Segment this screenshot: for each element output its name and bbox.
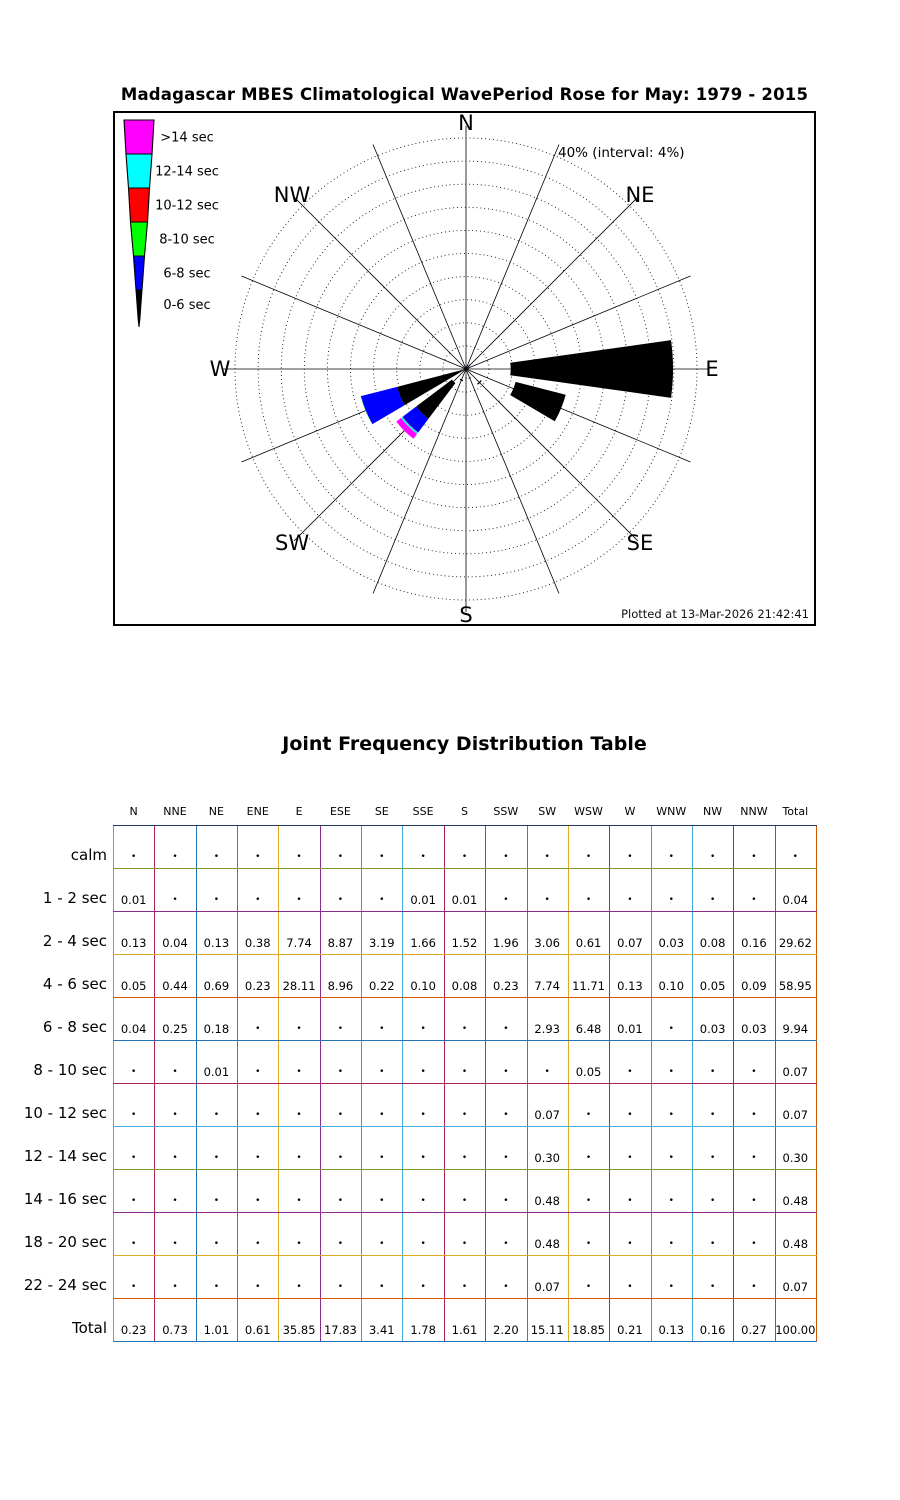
grid-line-h: [113, 997, 817, 998]
table-cell: •: [668, 1239, 674, 1249]
table-cell: 11.71: [572, 979, 606, 993]
table-cell: •: [751, 1239, 757, 1249]
table-cell: •: [296, 1196, 302, 1206]
column-header: SW: [538, 805, 557, 818]
table-cell: •: [337, 1024, 344, 1034]
table-cell: 0.61: [244, 1323, 271, 1337]
table-cell: •: [379, 1110, 385, 1120]
table-cell: 0.48: [534, 1194, 560, 1208]
table-cell: •: [296, 1110, 302, 1120]
table-cell: 0.13: [617, 979, 643, 993]
table-cell: •: [503, 1067, 509, 1077]
table-cell: 1.66: [410, 936, 436, 950]
table-cell: 0.01: [617, 1022, 643, 1036]
table-cell: •: [627, 852, 633, 862]
table-cell: 0.09: [741, 979, 767, 993]
table-cell: 0.48: [782, 1194, 809, 1208]
table-cell: •: [255, 852, 261, 862]
table-cell: •: [379, 1153, 385, 1163]
table-cell: •: [585, 852, 592, 862]
compass-label: NW: [273, 183, 311, 208]
table-cell: •: [503, 1282, 509, 1292]
table-cell: 6.48: [575, 1022, 602, 1036]
table-cell: •: [503, 1196, 509, 1206]
column-header: NNE: [163, 805, 187, 818]
table-cell: •: [131, 1067, 137, 1077]
column-header: ENE: [246, 805, 269, 818]
table-cell: 1.61: [451, 1323, 478, 1337]
table-cell: •: [296, 1067, 302, 1077]
table-cell: •: [668, 1196, 674, 1206]
table-cell: •: [172, 1153, 178, 1163]
grid-line-h: [113, 825, 817, 826]
column-header: S: [460, 805, 468, 818]
table-title: Joint Frequency Distribution Table: [282, 733, 647, 755]
column-header: NNW: [740, 805, 768, 818]
table-cell: •: [792, 852, 798, 862]
table-cell: •: [461, 1196, 468, 1206]
table-cell: •: [503, 895, 509, 905]
table-cell: 0.04: [120, 1022, 147, 1036]
table-cell: •: [751, 1153, 757, 1163]
table-cell: 0.27: [741, 1323, 767, 1337]
column-header: WSW: [574, 805, 603, 818]
table-cell: •: [255, 1153, 261, 1163]
compass-label: W: [209, 357, 231, 381]
table-cell: 0.05: [699, 979, 726, 993]
table-cell: 0.07: [782, 1108, 809, 1122]
compass-label: N: [458, 113, 474, 135]
table-cell: 0.07: [534, 1280, 560, 1294]
table-cell: •: [255, 1110, 261, 1120]
table-cell: •: [296, 1282, 302, 1292]
table-cell: •: [296, 852, 302, 862]
table-cell: •: [420, 1153, 426, 1163]
table-cell: 7.74: [286, 936, 312, 950]
table-cell: •: [337, 852, 344, 862]
table-cell: •: [709, 852, 716, 862]
grid-line-h: [113, 911, 817, 912]
table-cell: 9.94: [782, 1022, 809, 1036]
table-cell: •: [213, 1196, 220, 1206]
rose-title: Madagascar MBES Climatological WavePeriod Rose for May: 1979 - 2015: [120, 85, 809, 104]
grid-line-h: [113, 1169, 817, 1170]
table-cell: 0.16: [699, 1323, 726, 1337]
table-cell: •: [172, 1282, 178, 1292]
table-cell: •: [751, 1196, 757, 1206]
row-label: 18 - 20 sec: [23, 1233, 107, 1251]
table-cell: •: [255, 1196, 261, 1206]
grid-line-h: [113, 954, 817, 955]
grid-line-h: [113, 1341, 817, 1342]
table-cell: 28.11: [282, 979, 316, 993]
table-cell: 0.05: [120, 979, 147, 993]
table-cell: 0.03: [699, 1022, 726, 1036]
table-cell: •: [172, 1239, 178, 1249]
table-cell: •: [709, 1196, 716, 1206]
table-cell: •: [420, 1024, 426, 1034]
table-cell: 0.13: [203, 936, 230, 950]
row-label: 1 - 2 sec: [42, 889, 107, 907]
table-cell: 0.03: [741, 1022, 767, 1036]
table-cell: •: [544, 895, 550, 905]
table-cell: 2.93: [534, 1022, 560, 1036]
table-cell: •: [668, 1024, 674, 1034]
table-cell: •: [709, 1153, 716, 1163]
table-cell: 0.01: [203, 1065, 230, 1079]
table-cell: •: [296, 895, 302, 905]
table-cell: 0.25: [162, 1022, 188, 1036]
table-cell: •: [420, 1110, 426, 1120]
compass-label: SE: [626, 530, 654, 555]
row-label: calm: [70, 846, 107, 864]
table-cell: •: [709, 1067, 716, 1077]
table-cell: •: [585, 1239, 592, 1249]
table-cell: •: [131, 1153, 137, 1163]
table-cell: •: [627, 1239, 633, 1249]
legend-label: 8-10 sec: [159, 232, 215, 248]
table-cell: 0.30: [534, 1151, 560, 1165]
table-cell: •: [751, 895, 757, 905]
grid-line-h: [113, 1126, 817, 1127]
table-cell: 0.07: [782, 1065, 809, 1079]
table-cell: •: [668, 852, 674, 862]
table-cell: •: [172, 852, 178, 862]
row-label: 14 - 16 sec: [23, 1190, 107, 1208]
table-cell: •: [420, 852, 426, 862]
table-cell: 0.61: [575, 936, 602, 950]
table-cell: 0.07: [617, 936, 643, 950]
row-label: 6 - 8 sec: [42, 1018, 107, 1036]
table-cell: 8.87: [327, 936, 354, 950]
legend-label: 0-6 sec: [163, 298, 211, 313]
table-cell: 0.23: [493, 979, 519, 993]
table-cell: •: [420, 1196, 426, 1206]
table-cell: •: [131, 1110, 137, 1120]
row-label: 22 - 24 sec: [23, 1276, 107, 1294]
table-cell: •: [131, 852, 137, 862]
table-cell: •: [255, 1282, 261, 1292]
column-header: NW: [703, 805, 723, 818]
table-cell: •: [296, 1153, 302, 1163]
column-header: W: [624, 805, 636, 818]
table-cell: 0.16: [741, 936, 767, 950]
table-cell: 0.07: [534, 1108, 560, 1122]
row-label: 8 - 10 sec: [33, 1061, 107, 1079]
table-cell: 0.69: [203, 979, 230, 993]
table-cell: •: [461, 1282, 468, 1292]
table-cell: •: [585, 1153, 592, 1163]
table-cell: •: [751, 852, 757, 862]
table-cell: •: [379, 1024, 385, 1034]
table-cell: 0.03: [658, 936, 685, 950]
table-cell: •: [503, 1110, 509, 1120]
table-cell: •: [337, 1196, 344, 1206]
table-cell: •: [131, 1282, 137, 1292]
table-cell: 18.85: [572, 1323, 606, 1337]
column-header: SSE: [412, 805, 434, 818]
legend-label: 6-8 sec: [163, 266, 211, 282]
legend-label: 10-12 sec: [155, 198, 219, 214]
table-cell: •: [709, 1282, 716, 1292]
table-cell: •: [503, 1153, 509, 1163]
table-cell: •: [627, 1282, 633, 1292]
table-cell: •: [585, 895, 592, 905]
table-cell: •: [585, 1196, 592, 1206]
table-cell: 3.41: [368, 1323, 395, 1337]
table-cell: •: [503, 1024, 509, 1034]
table-cell: •: [379, 852, 385, 862]
table-cell: •: [709, 895, 716, 905]
table-cell: •: [337, 1239, 344, 1249]
column-header: Total: [782, 805, 809, 818]
table-cell: 0.04: [782, 893, 809, 907]
table-cell: 3.19: [368, 936, 395, 950]
table-cell: 0.07: [782, 1280, 809, 1294]
legend-label: >14 sec: [160, 130, 214, 146]
column-header: NE: [208, 805, 224, 818]
table-cell: 0.01: [410, 893, 436, 907]
table-cell: 0.13: [120, 936, 147, 950]
table-cell: •: [172, 1110, 178, 1120]
table-cell: •: [585, 1110, 592, 1120]
table-cell: 1.01: [203, 1323, 230, 1337]
table-cell: 0.04: [162, 936, 188, 950]
table-cell: •: [627, 1196, 633, 1206]
row-label: Total: [71, 1319, 107, 1337]
table-cell: •: [503, 1239, 509, 1249]
table-cell: •: [213, 1239, 220, 1249]
table-cell: •: [461, 852, 468, 862]
table-cell: •: [420, 1239, 426, 1249]
grid-line-h: [113, 868, 817, 869]
table-cell: •: [420, 1067, 426, 1077]
column-header: E: [295, 805, 303, 818]
table-cell: •: [585, 1282, 592, 1292]
table-cell: 0.21: [617, 1323, 643, 1337]
table-cell: 0.23: [120, 1323, 147, 1337]
table-cell: •: [709, 1239, 716, 1249]
table-cell: •: [544, 852, 550, 862]
row-label: 10 - 12 sec: [23, 1104, 107, 1122]
column-header: N: [129, 805, 138, 818]
table-cell: •: [213, 852, 220, 862]
column-header: ESE: [329, 805, 351, 818]
table-cell: 1.78: [410, 1323, 436, 1337]
table-cell: •: [172, 1067, 178, 1077]
table-cell: •: [131, 1239, 137, 1249]
table-cell: 0.13: [658, 1323, 685, 1337]
table-cell: •: [255, 1067, 261, 1077]
compass-label: NE: [625, 183, 655, 208]
table-cell: 0.10: [410, 979, 436, 993]
table-cell: 58.95: [778, 979, 812, 993]
table-cell: 2.20: [493, 1323, 519, 1337]
table-cell: 0.73: [162, 1323, 188, 1337]
table-cell: 0.10: [658, 979, 685, 993]
column-header: SE: [374, 805, 389, 818]
table-cell: •: [751, 1067, 757, 1077]
table-cell: •: [461, 1024, 468, 1034]
table-cell: •: [668, 1282, 674, 1292]
table-cell: 29.62: [778, 936, 812, 950]
table-cell: •: [213, 1153, 220, 1163]
table-cell: •: [668, 1067, 674, 1077]
table-cell: •: [668, 1110, 674, 1120]
table-cell: 0.18: [203, 1022, 230, 1036]
table-cell: 0.44: [162, 979, 188, 993]
table-cell: •: [627, 1067, 633, 1077]
table-cell: •: [751, 1110, 757, 1120]
table-cell: •: [379, 895, 385, 905]
table-cell: •: [172, 895, 178, 905]
table-cell: •: [213, 1110, 220, 1120]
table-cell: 0.08: [451, 979, 478, 993]
table-cell: 1.52: [451, 936, 478, 950]
table-cell: •: [337, 895, 344, 905]
table-cell: 7.74: [534, 979, 560, 993]
table-cell: •: [627, 895, 633, 905]
table-cell: •: [503, 852, 509, 862]
table-cell: 0.08: [699, 936, 726, 950]
table-cell: •: [627, 1153, 633, 1163]
grid-line-h: [113, 1212, 817, 1213]
compass-label: SW: [274, 530, 310, 555]
table-cell: 0.30: [782, 1151, 809, 1165]
rose-scale-label: 40% (interval: 4%): [558, 145, 685, 161]
table-cell: •: [213, 895, 220, 905]
table-cell: •: [461, 1067, 468, 1077]
table-cell: •: [255, 1024, 261, 1034]
table-cell: 3.06: [534, 936, 560, 950]
table-cell: •: [627, 1110, 633, 1120]
table-cell: 15.11: [530, 1323, 564, 1337]
table-cell: •: [544, 1067, 550, 1077]
table-cell: 0.01: [120, 893, 147, 907]
table-cell: 35.85: [282, 1323, 316, 1337]
row-label: 4 - 6 sec: [42, 975, 107, 993]
table-cell: •: [131, 1196, 137, 1206]
table-cell: •: [461, 1153, 468, 1163]
table-cell: •: [751, 1282, 757, 1292]
table-cell: •: [255, 1239, 261, 1249]
table-cell: 1.96: [493, 936, 519, 950]
table-cell: 17.83: [323, 1323, 357, 1337]
table-cell: 0.05: [575, 1065, 602, 1079]
rose-footer-timestamp: Plotted at 13-Mar-2026 21:42:41: [621, 607, 809, 621]
table-cell: •: [420, 1282, 426, 1292]
table-cell: •: [668, 895, 674, 905]
table-cell: •: [296, 1024, 302, 1034]
grid-line-h: [113, 1040, 817, 1041]
table-cell: •: [296, 1239, 302, 1249]
table-cell: •: [461, 1110, 468, 1120]
table-cell: •: [709, 1110, 716, 1120]
table-cell: •: [337, 1282, 344, 1292]
table-cell: •: [668, 1153, 674, 1163]
table-cell: •: [172, 1196, 178, 1206]
table-cell: •: [379, 1067, 385, 1077]
table-cell: •: [379, 1196, 385, 1206]
table-cell: 0.48: [534, 1237, 560, 1251]
table-cell: 0.01: [451, 893, 478, 907]
table-cell: 8.96: [327, 979, 354, 993]
grid-line-h: [113, 1298, 817, 1299]
column-header: SSW: [493, 805, 519, 818]
row-label: 12 - 14 sec: [23, 1147, 107, 1165]
legend-label: 12-14 sec: [155, 164, 219, 180]
table-cell: •: [379, 1282, 385, 1292]
table-cell: •: [379, 1239, 385, 1249]
table-cell: 0.22: [368, 979, 395, 993]
grid-line-h: [113, 1255, 817, 1256]
row-label: 2 - 4 sec: [42, 932, 107, 950]
table-cell: •: [337, 1110, 344, 1120]
compass-label: E: [705, 357, 719, 381]
table-cell: •: [337, 1153, 344, 1163]
table-cell: •: [461, 1239, 468, 1249]
table-cell: 100.00: [775, 1323, 816, 1337]
compass-label: S: [459, 603, 473, 624]
table-cell: 0.48: [782, 1237, 809, 1251]
column-header: WNW: [656, 805, 687, 818]
table-cell: •: [337, 1067, 344, 1077]
table-cell: 0.23: [244, 979, 271, 993]
table-cell: •: [255, 895, 261, 905]
table-cell: 0.38: [244, 936, 271, 950]
grid-line-h: [113, 1083, 817, 1084]
table-cell: •: [213, 1282, 220, 1292]
